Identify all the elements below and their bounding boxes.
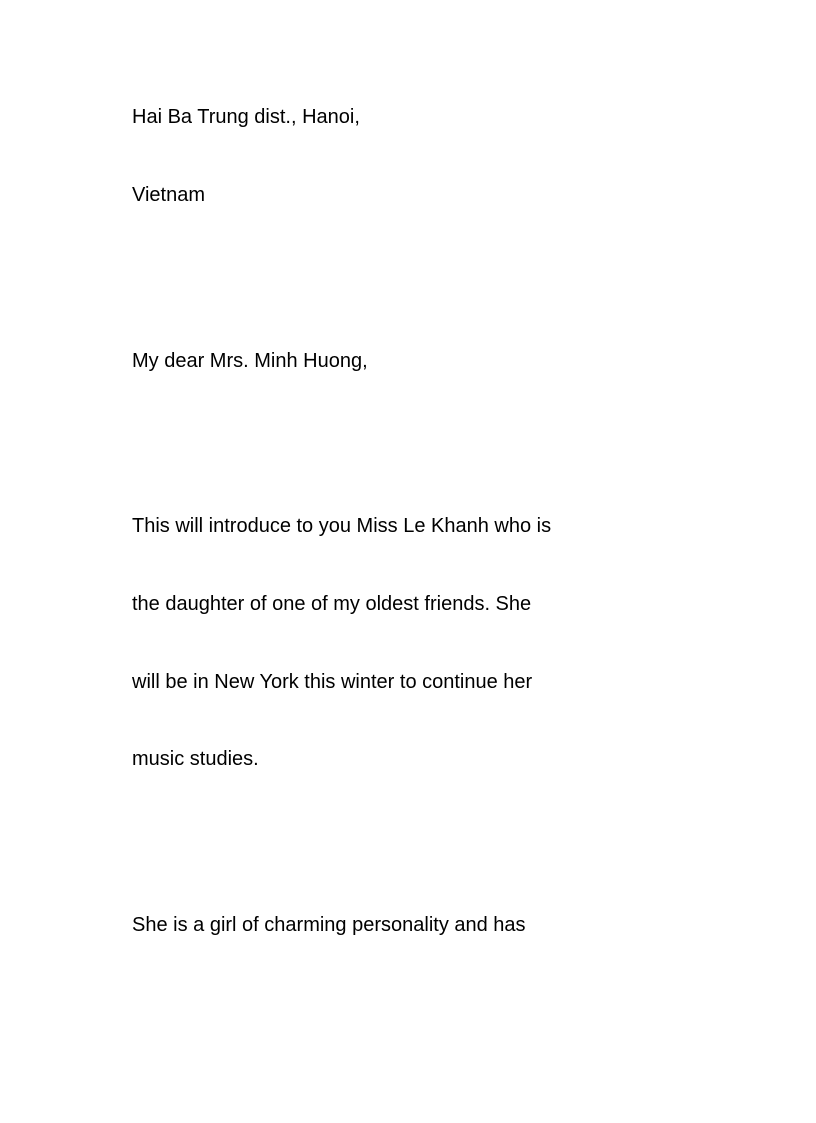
- paragraph-1-line-4: music studies.: [132, 748, 259, 770]
- address-line-1: Hai Ba Trung dist., Hanoi,: [132, 106, 360, 128]
- paragraph-1-line-1: This will introduce to you Miss Le Khanh who is: [132, 515, 552, 537]
- paragraph-2-line-1: She is a girl of charming personality and has: [132, 914, 526, 936]
- salutation: My dear Mrs. Minh Huong,: [132, 350, 368, 372]
- paragraph-1-line-3: will be in New York this winter to continue her: [132, 671, 533, 693]
- paragraph-1-line-2: the daughter of one of my oldest friends. She: [132, 593, 532, 615]
- address-line-2: Vietnam: [132, 184, 206, 206]
